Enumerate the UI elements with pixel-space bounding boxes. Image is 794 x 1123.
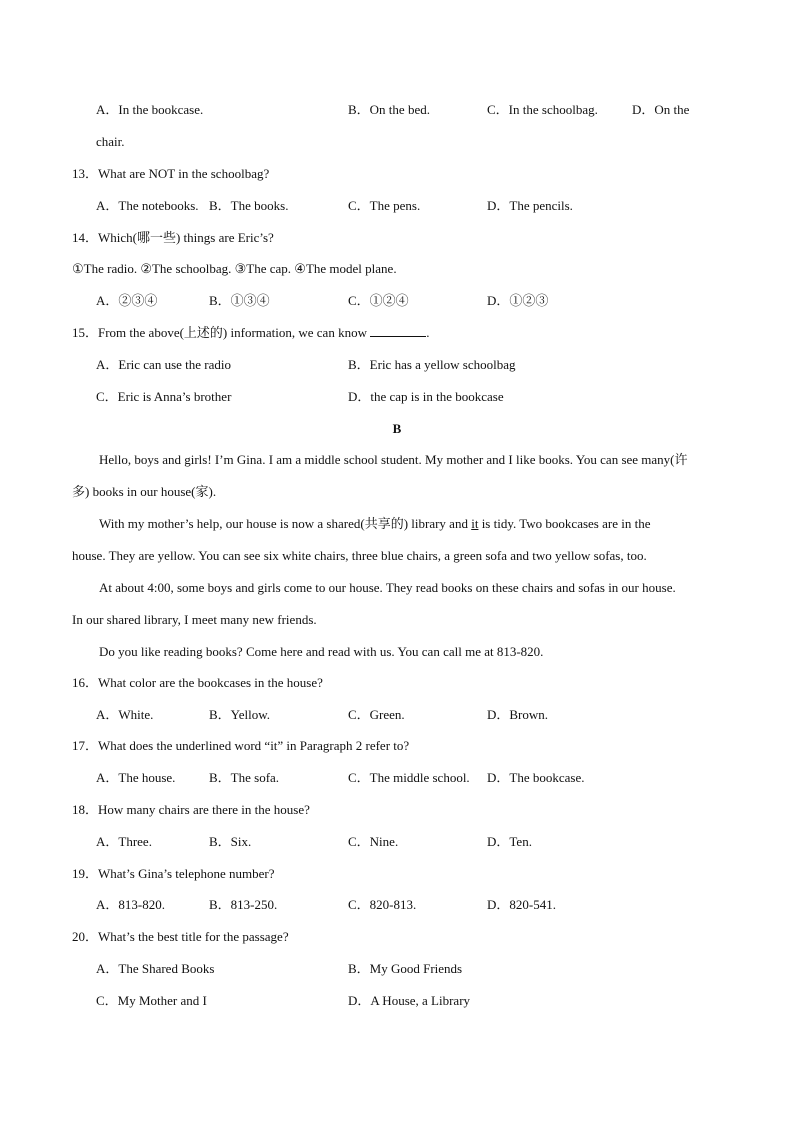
q17-option-d: D．The bookcase. xyxy=(487,770,585,785)
q14-items: ①The radio. ②The schoolbag. ③The cap. ④The model plane. xyxy=(72,261,397,276)
q16-stem: 16．What color are the bookcases in the house? xyxy=(72,675,323,690)
q19-stem: 19．What’s Gina’s telephone number? xyxy=(72,866,275,881)
q16-option-c: C．Green. xyxy=(348,707,405,722)
q19-option-a: A．813-820. xyxy=(96,897,165,912)
q18-option-b: B．Six. xyxy=(209,834,252,849)
passage xyxy=(72,451,724,675)
q13-option-c: C．The pens. xyxy=(348,198,421,213)
passage-p3-line1: At about 4:00, some boys and girls come to our house. They read books on these chairs and sofas in our house. xyxy=(99,580,676,595)
passage-p1-line2: 多) books in our house(家). xyxy=(72,484,217,499)
underlined-word-it: it xyxy=(471,516,479,531)
q17-option-b: B．The sofa. xyxy=(209,770,280,785)
passage-p2-text-a: With my mother’s help, our house is now a shared(共享的) library and xyxy=(99,516,472,531)
q20-option-d: D．A House, a Library xyxy=(348,993,471,1008)
q15-option-c: C．Eric is Anna’s brother xyxy=(96,389,232,404)
q14-stem: 14．Which(哪一些) things are Eric’s? xyxy=(72,230,274,245)
q15-option-b: B．Eric has a yellow schoolbag xyxy=(348,357,516,372)
q17-stem: 17．What does the underlined word “it” in Paragraph 2 refer to? xyxy=(72,738,410,753)
q17-option-a: A．The house. xyxy=(96,770,176,785)
q15-option-d: D．the cap is in the bookcase xyxy=(348,389,504,404)
q12-option-a: A．In the bookcase. xyxy=(96,102,204,117)
passage-p2-text-b: is tidy. Two bookcases are in the xyxy=(478,516,651,531)
q13-option-a: A．The notebooks. xyxy=(96,198,199,213)
q12-option-c: C．In the schoolbag. xyxy=(487,102,598,117)
q20-stem: 20．What’s the best title for the passage? xyxy=(72,929,289,944)
q14-option-d: D．①②③ xyxy=(487,293,549,308)
q18-stem: 18．How many chairs are there in the house? xyxy=(72,802,310,817)
passage-p2-line2: house. They are yellow. You can see six white chairs, three blue chairs, a green sofa and two yellow sofas, too. xyxy=(72,548,647,563)
q20-option-a: A．The Shared Books xyxy=(96,961,215,976)
q18-option-d: D．Ten. xyxy=(487,834,532,849)
q15-stem xyxy=(72,324,429,342)
q17-option-c: C．The middle school. xyxy=(348,770,470,785)
section-b-title: B xyxy=(392,421,402,436)
q15-stem-end: . xyxy=(426,325,430,340)
q18-option-c: C．Nine. xyxy=(348,834,399,849)
q19-option-c: C．820-813. xyxy=(348,897,417,912)
q19-option-b: B．813-250. xyxy=(209,897,278,912)
q14-option-a: A．②③④ xyxy=(96,293,158,308)
q18-option-a: A．Three. xyxy=(96,834,152,849)
passage-p3-line2: In our shared library, I meet many new friends. xyxy=(72,612,317,627)
q16-option-b: B．Yellow. xyxy=(209,707,271,722)
q14-option-b: B．①③④ xyxy=(209,293,270,308)
q19-option-d: D．820-541. xyxy=(487,897,556,912)
q16-option-a: A．White. xyxy=(96,707,154,722)
passage-p2-line1 xyxy=(72,515,724,547)
q13-option-b: B．The books. xyxy=(209,198,289,213)
passage-p4-line1: Do you like reading books? Come here and read with us. You can call me at 813-820. xyxy=(99,644,544,659)
q12-option-d: D．On the xyxy=(632,102,690,117)
q15-option-a: A．Eric can use the radio xyxy=(96,357,232,372)
q15-answer-blank[interactable] xyxy=(370,324,426,337)
q15-stem-text: 15．From the above(上述的) information, we can know xyxy=(72,325,367,340)
q14-option-c: C．①②④ xyxy=(348,293,409,308)
q13-stem: 13．What are NOT in the schoolbag? xyxy=(72,166,270,181)
q13-option-d: D．The pencils. xyxy=(487,198,573,213)
q12-option-d-wrap: chair. xyxy=(96,134,125,149)
q16-option-d: D．Brown. xyxy=(487,707,549,722)
q20-option-b: B．My Good Friends xyxy=(348,961,463,976)
q20-option-c: C．My Mother and I xyxy=(96,993,207,1008)
passage-p1-line1: Hello, boys and girls! I’m Gina. I am a middle school student. My mother and I like books. You can see many(许 xyxy=(99,452,688,467)
q12-option-b: B．On the bed. xyxy=(348,102,430,117)
